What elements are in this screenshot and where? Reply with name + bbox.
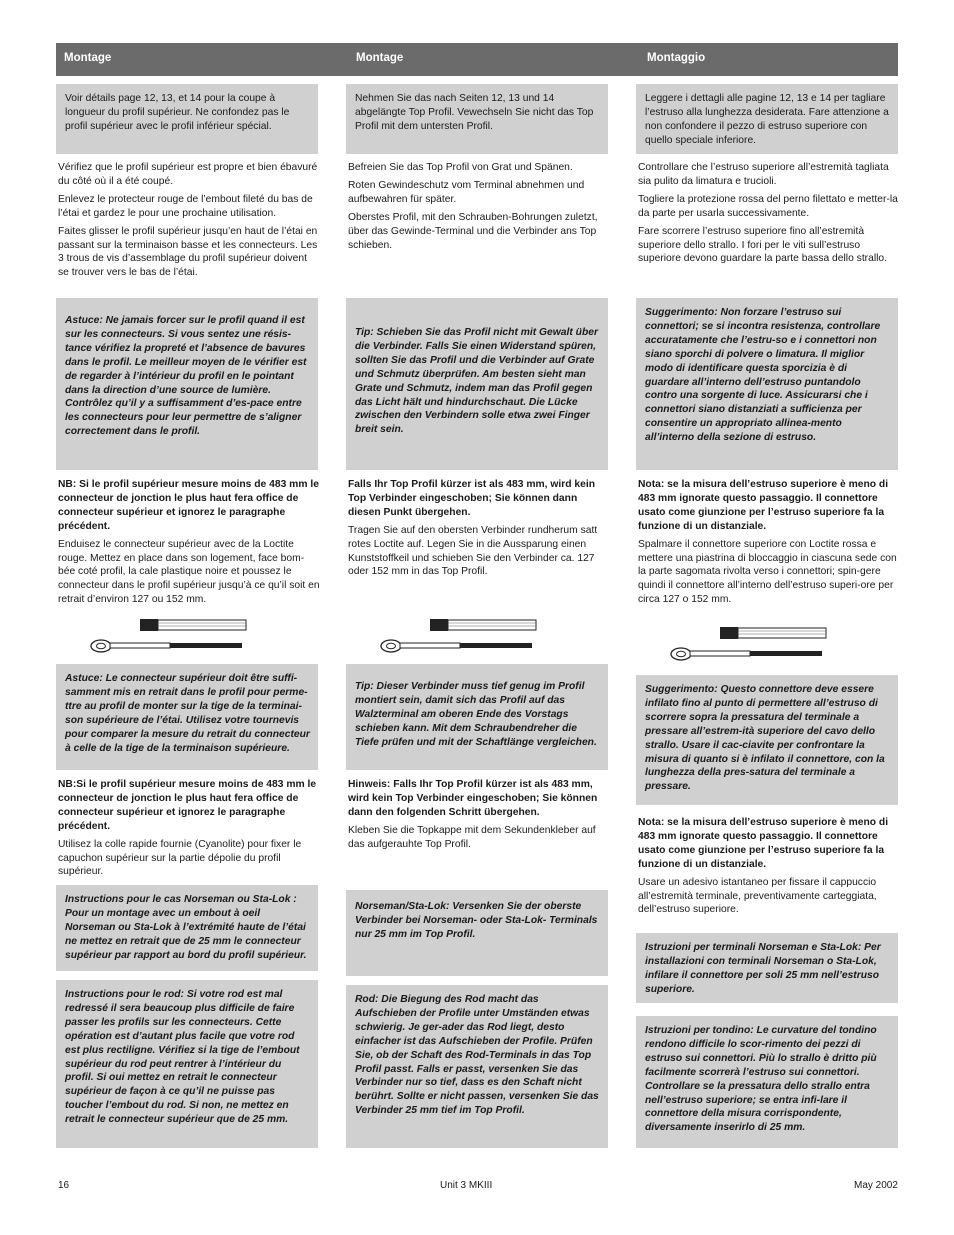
header-bar — [56, 43, 898, 76]
fr-intro-text: Voir détails page 12, 13, et 14 pour la coupe à longueur du profil supérieur. Ne confondez pas le profil supérieur avec le profil inférieur spécial. — [65, 93, 290, 132]
fr-step-3: Faites glisser le profil supérieur jusqu’en haut de l’étai en passant sur la terminaison basse et les connecteurs. Les 3 trous de vis d’assemblage du profil supérieur doivent se trouver vers le bas de l’étai. — [58, 225, 318, 279]
fr-text-3: Utilisez la colle rapide fournie (Cyanolite) pour fixer le capuchon supérieur sur la partie dépolie du profil supérieur. — [58, 838, 302, 878]
it-tip-4 — [636, 1016, 898, 1148]
it-step-2: Togliere la protezione rossa del perno filettato e metter-la da parte per usarla successivamente. — [638, 193, 898, 219]
it-tip-3-text: Istruzioni per terminali Norseman e Sta-Lok: Per installazioni con terminali Norseman o Sta-Lok, infilare il connettore per soli 25 mm nell’estruso superiore. — [645, 942, 881, 995]
de-intro-text: Nehmen Sie das nach Seiten 12, 13 und 14 abgelängte Top Profil. Vewechseln Sie nicht das Top Profil mit dem untersten Profil. — [355, 93, 594, 132]
it-intro-box — [636, 84, 898, 154]
de-step-3: Oberstes Profil, mit den Schrauben-Bohrungen zuletzt, über das Gewinde-Terminal und die Verbinder ans Top schieben. — [348, 211, 598, 251]
it-nb-1: Nota: se la misura dell’estruso superiore è meno di 483 mm ignorate questo passaggio. Il connettore usato come giunzione per l’estruso superiore fa la funzione di un distanziale. — [638, 479, 889, 532]
page-number: 16 — [58, 1180, 70, 1191]
fr-rod-icon — [88, 616, 258, 658]
fr-block-2 — [58, 478, 320, 611]
it-tip-2-text: Suggerimento: Questo connettore deve essere infilato fino al punto di permettere all’estruso di scorrere sopra la pressatura del terminale a pressare all’estrem-ità superiore del cavo dello strallo. Usare il cac-ciavite per confrontare la misura di quanto si è infilato il connettore, con la lunghezza della pres-satura del terminale a pressare. — [645, 684, 885, 793]
fr-step-2: Enlevez le protecteur rouge de l’embout fileté du bas de l’étai et gardez le pour une prochaine utilisation. — [58, 193, 313, 219]
de-rod-icon — [378, 616, 548, 658]
de-tip-4 — [346, 985, 608, 1148]
fr-tip-4 — [56, 980, 318, 1148]
it-text-2: Spalmare il connettore superiore con Loctite rossa e mettere una piastrina di bloccaggio in ciascuna sede con la parte sagomata rivolta verso i connettori; spin-gere quindi il connettore all’interno dell’estruso superi-ore per circa 127 o 152 mm. — [638, 538, 897, 606]
it-block-3 — [638, 816, 900, 921]
header-fr: Montage — [64, 52, 112, 64]
de-tip-2 — [346, 664, 608, 770]
de-nb-1: Falls Ihr Top Profil kürzer ist als 483 mm, wird kein Top Verbinder eingeschoben; Sie können dann diesen Punkt übergehen. — [348, 479, 596, 518]
it-block-2 — [638, 478, 900, 611]
fr-text-2: Enduisez le connecteur supérieur avec de la Loctite rouge. Mettez en place dans son logement, face bom-bée coté profil, la cale plastique noire et poussez le connecteur dans le profil supérieur jusqu’à ce qu’il soit en retrait d’environ 127 ou 152 mm. — [58, 538, 320, 606]
footer-date: May 2002 — [854, 1180, 898, 1191]
header-it: Montaggio — [647, 52, 706, 64]
it-steps — [638, 161, 900, 270]
de-block-3 — [348, 778, 610, 856]
de-tip-1 — [346, 298, 608, 470]
de-steps — [348, 161, 610, 256]
fr-nb-1: NB: Si le profil supérieur mesure moins de 483 mm le connecteur de jonction le plus haut fera office de connecteur supérieur et ignorez le paragraphe précédent. — [58, 479, 319, 532]
fr-tip-1 — [56, 298, 318, 470]
fr-intro-box — [56, 84, 318, 154]
it-tip-2 — [636, 675, 898, 805]
de-tip-4-text: Rod: Die Biegung des Rod macht das Aufschieben der Profile unter Umständen etwas schwierig. Je ger-ader das Rod liegt, desto einfacher ist das Aufschieben der Profile. Prüfen Sie, ob der Schaft des Rod-Terminals in das Top Profil passt. Falls er passt, versenken Sie das Verbinder nur so tief, dass es den Schaft nicht berührt. Sollte er nicht passen, versenken Sie das Verbinder 25 mm tief im Top Profil. — [355, 994, 599, 1117]
de-step-1: Befreien Sie das Top Profil von Grat und Spänen. — [348, 162, 573, 173]
it-intro-text: Leggere i dettagli alle pagine 12, 13 e 14 per tagliare l’estruso alla lunghezza desiderata. Fare attenzione a non confondere il pezzo di estruso superiore con quello speciale inferiore. — [645, 93, 889, 146]
fr-step-1: Vérifiez que le profil supérieur est propre et bien ébavuré du côté où il a été coupé. — [58, 162, 318, 187]
it-tip-4-text: Istruzioni per tondino: Le curvature del tondino rendono difficile lo scor-rimento dei pezzi di estruso sui connettori. Più lo strallo è dritto più facilmente scorrerà l’estruso sui connettori. Controllare se la pressatura dello strallo entra nell’estruso superiore; se entra infi-lare il connettore della misura corrispondente, diversamente inserirlo di 25 mm. — [645, 1025, 877, 1134]
fr-tip-2 — [56, 664, 318, 770]
de-intro-box — [346, 84, 608, 154]
it-nb-2: Nota: se la misura dell’estruso superiore è meno di 483 mm ignorate questo passaggio. Il connettore usato come giunzione per l’estruso superiore fa la funzione di un distanziale. — [638, 817, 889, 870]
it-rod-icon — [668, 624, 838, 666]
de-tip-3 — [346, 890, 608, 976]
fr-tip-2-text: Astuce: Le connecteur supérieur doit être suffi-samment mis en retrait dans le profil pour perme-ttre au profil de monter sur la tige de la terminai-son supérieure de l’étai. Utilisez votre tournevis pour comparer la mesure du retrait du connecteur à celle de la tige de la terminaison supérieure. — [65, 673, 310, 754]
fr-nb-2: NB:Si le profil supérieur mesure moins de 483 mm le connecteur de jonction le plus haut fera office de connecteur supérieur et ignorez le paragraphe précédent. — [58, 779, 317, 832]
it-tip-3 — [636, 933, 898, 1003]
it-step-3: Fare scorrere l’estruso superiore fino all’estremità superiore dello strallo. I fori per le viti sull’estruso superiore devono guardare la parte bassa dello strallo. — [638, 225, 887, 265]
de-tip-1-text: Tip: Schieben Sie das Profil nicht mit Gewalt über die Verbinder. Falls Sie einen Widerstand spüren, sollten Sie das Profil und die Verbinder auf Grate und Schmutz überprüfen. Am besten sieht man Grate und Schmutz, indem man das Profil gegen das Licht hält und hindurchschaut. Die Lücke zwischen den Verbindern solle etwa zwei Finger breit sein. — [355, 327, 598, 436]
fr-block-3 — [58, 778, 320, 883]
it-tip-1-text: Suggerimento: Non forzare l’estruso sui connettori; se si incontra resistenza, controllare accuratamente che l’estru-so e i connettori non siano sporchi di polvere o limatura. Il miglior modo di identificare questa sporcizia è di guardare all’interno dell’estruso puntandolo contro una sorgente di luce. Assicurarsi che i connettori siano distanziati a sufficienza per consentire un appropriato allinea-mento all’interno della sezione di estruso. — [645, 307, 881, 444]
de-nb-2: Hinweis: Falls Ihr Top Profil kürzer ist als 483 mm, wird kein Top Verbinder eingeschoben; Sie können dann den folgenden Schritt übergehen. — [348, 779, 598, 818]
fr-tip-3-text: Instructions pour le cas Norseman ou Sta-Lok : Pour un montage avec un embout à oeil Norseman ou Sta-Lok à l’extrémité haute de l’étai ne mettez en retrait que de 25 mm le connecteur supérieur par rapport au bord du profil supérieur. — [65, 894, 307, 961]
de-text-3: Kleben Sie die Topkappe mit dem Sekundenkleber auf das aufgerauhte Top Profil. — [348, 824, 596, 850]
de-tip-3-text: Norseman/Sta-Lok: Versenken Sie der oberste Verbinder bei Norseman- oder Sta-Lok- Terminals nur 25 mm im Top Profil. — [355, 901, 598, 940]
de-tip-2-text: Tip: Dieser Verbinder muss tief genug im Profil montiert sein, damit sich das Profil auf das Walzterminal am oberen Ende des Vorstags schieben kann. Mit dem Schraubendreher die Tiefe prüfen und mit der Schaftlänge vergleichen. — [355, 681, 597, 748]
fr-tip-3 — [56, 885, 318, 971]
footer-unit: Unit 3 MKIII — [440, 1180, 493, 1191]
it-text-3: Usare un adesivo istantaneo per fissare il cappuccio all’estremità terminale, preventivamente carteggiata, dell’estruso superiore. — [638, 876, 877, 916]
fr-tip-1-text: Astuce: Ne jamais forcer sur le profil quand il est sur les connecteurs. Si vous sentez une résis-tance vérifiez la propreté et l’absence de bavures dans le profil. Le meilleur moyen de le vérifier est de regarder à l’intérieur du profil en le pointant dans la direction d’une source de lumière. Contrôlez qu’il y a suffisamment d’es-pace entre les connecteurs pour leur permettre de s’aligner correctement dans le profil. — [65, 315, 307, 438]
de-text-2: Tragen Sie auf den obersten Verbinder rundherum satt rotes Loctite auf. Legen Sie in die Aussparung einen Kunststoffkeil und schieben Sie den Verbinder ca. 127 oder 152 mm in das Top Profil. — [348, 524, 598, 578]
it-tip-1 — [636, 298, 898, 470]
fr-steps — [58, 161, 320, 284]
fr-tip-4-text: Instructions pour le rod: Si votre rod est mal redressé il sera beaucoup plus difficile de faire passer les profils sur les connecteurs. Cette opération est d’autant plus facile que votre rod est plus rectiligne. Vérifiez si la tige de l’embout supérieur du rod peut rentrer à l’intérieur du profil. Si oui mettez en retrait le connecteur supérieur de façon à ce qu’il ne puisse pas toucher l’embout du rod. Si non, ne mettez en retrait le connecteur supérieur que de 25 mm. — [65, 989, 300, 1126]
de-step-2: Roten Gewindeschutz vom Terminal abnehmen und aufbewahren für später. — [348, 179, 585, 205]
de-block-2 — [348, 478, 610, 583]
header-de: Montage — [356, 52, 404, 64]
it-step-1: Controllare che l’estruso superiore all’estremità tagliata sia pulito da limatura e trucioli. — [638, 162, 889, 187]
